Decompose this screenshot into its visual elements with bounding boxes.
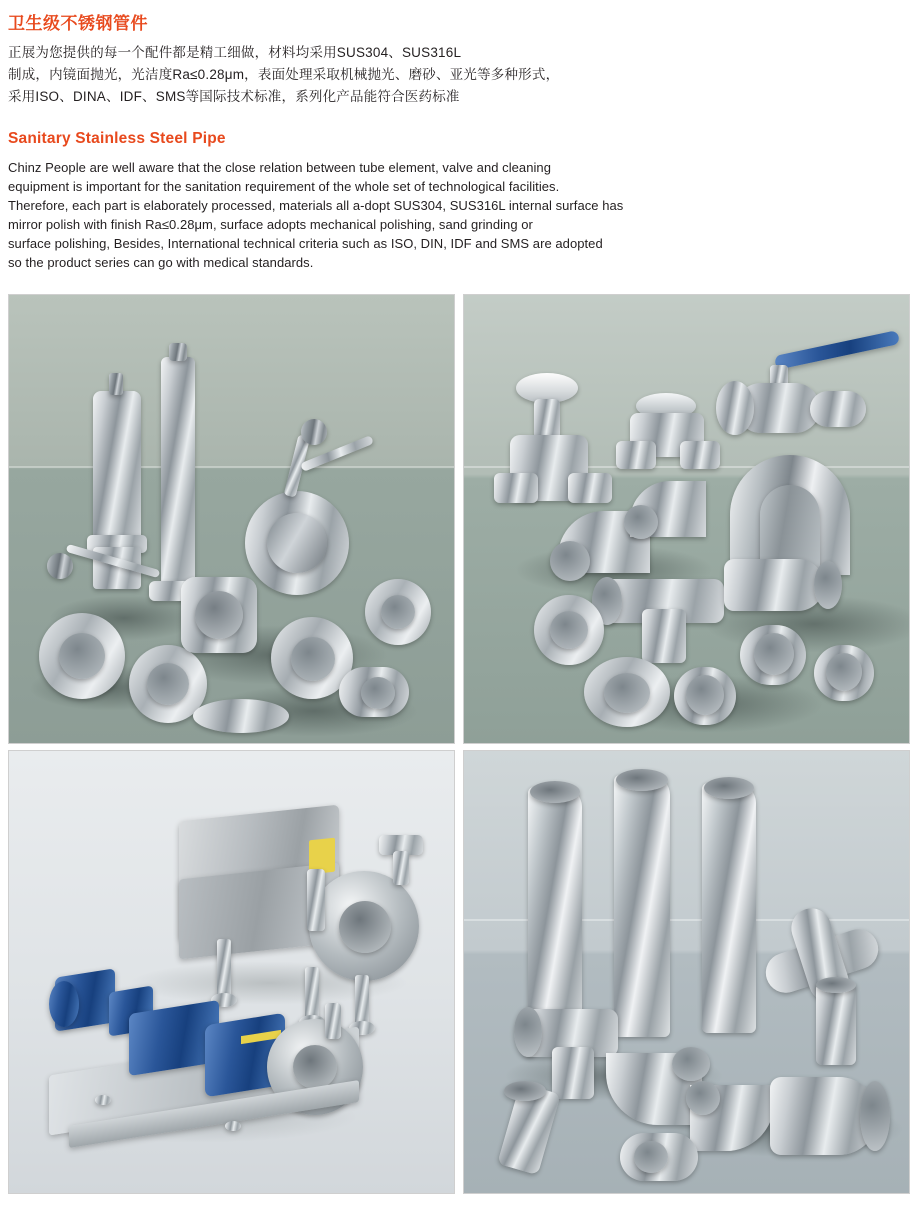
paragraph-english <box>8 158 916 272</box>
valve-handle-knob <box>301 419 327 445</box>
page-title-english: Sanitary Stainless Steel Pipe <box>8 130 226 148</box>
pump-inlet <box>339 901 391 953</box>
ball-valve-end <box>716 381 754 435</box>
paragraph-english-line: Chinz People are well aware that the close relation between tube element, valve and cleaning <box>8 160 551 176</box>
paragraph-english-line: Therefore, each part is elaborately processed, materials all a-dopt SUS304, SUS316L internal surface has <box>8 198 624 214</box>
photo-sanitary-pumps <box>8 750 455 1194</box>
paragraph-chinese <box>8 42 916 108</box>
ball-valve-port <box>810 391 866 427</box>
tee-branch <box>552 1047 594 1099</box>
valve-top-cap <box>169 343 187 361</box>
table-edge-highlight <box>9 466 454 468</box>
valve-bonnet <box>534 399 560 439</box>
valve-port <box>568 473 612 503</box>
paragraph-english-line: equipment is important for the sanitation requirement of the whole set of technological facilities. <box>8 179 560 195</box>
actuator-stem <box>109 373 123 395</box>
photo-tubes-and-fittings <box>463 750 910 1194</box>
pump-leg <box>355 975 369 1025</box>
valve-port <box>494 473 538 503</box>
paragraph-english-line: mirror polish with finish Ra≤0.28μm, surface adopts mechanical polishing, sand grinding or <box>8 217 533 233</box>
lobe-pump-inlet <box>325 1003 341 1039</box>
valve-port <box>616 441 656 469</box>
pump-outlet-pipe <box>393 851 409 885</box>
page-title-chinese: 卫生级不锈钢管件 <box>8 14 148 33</box>
valve-port <box>680 441 720 469</box>
stainless-tube-short <box>816 983 856 1065</box>
valve-actuator-cylinder <box>93 391 141 541</box>
reducer-bore <box>860 1081 890 1151</box>
photo-sanitary-valves-group <box>8 294 455 744</box>
pump-shaft-guard <box>307 869 325 931</box>
paragraph-chinese-line: 采用ISO、DINA、IDF、SMS等国际技术标准，系列化产品能符合医药标准 <box>8 89 460 105</box>
tee-branch <box>642 609 686 663</box>
lever-knob <box>47 553 73 579</box>
butterfly-valve-disc <box>267 513 327 573</box>
paragraph-english-line: so the product series can go with medical standards. <box>8 255 314 271</box>
ball-valve-handle <box>774 330 900 370</box>
stainless-tube <box>702 783 756 1033</box>
valve-column <box>161 357 195 587</box>
stainless-tube <box>614 775 670 1037</box>
product-image-gallery <box>0 294 908 1194</box>
concentric-reducer <box>724 559 824 611</box>
pump-leg <box>217 939 231 997</box>
photo-valves-elbows-clamps <box>463 294 910 744</box>
text-block <box>0 0 916 272</box>
paragraph-english-line: surface polishing, Besides, International technical criteria such as ISO, DIN, IDF and SMS are adopted <box>8 236 603 252</box>
pump-leg <box>305 967 319 1019</box>
stainless-tube <box>528 787 582 1039</box>
paragraph-chinese-line: 正展为您提供的每一个配件都是精工细做，材料均采用SUS304、SUS316L <box>8 45 462 61</box>
paragraph-chinese-line: 制成，内镜面抛光，光洁度Ra≤0.28μm，表面处理采取机械抛光、磨砂、亚光等多种形式， <box>8 67 560 83</box>
